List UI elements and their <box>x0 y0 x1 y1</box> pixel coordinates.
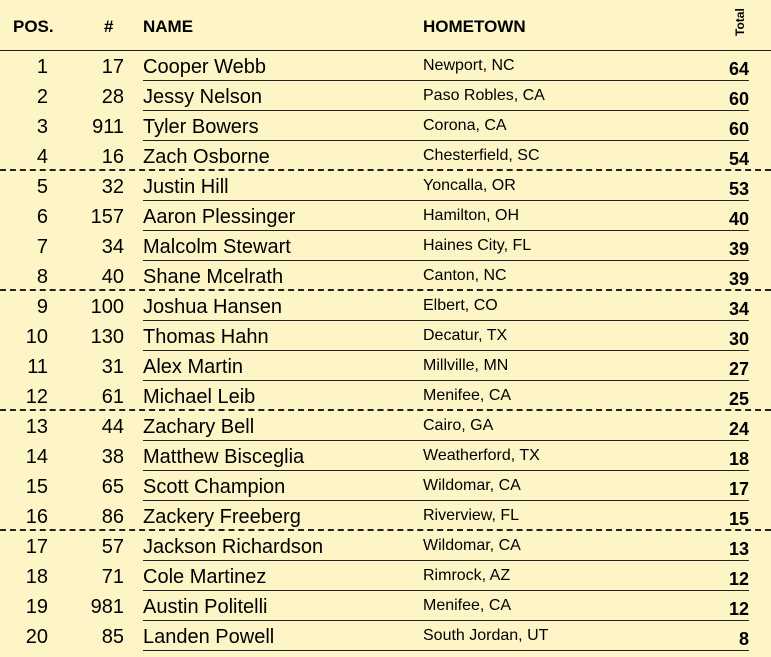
row-hometown: Millville, MN <box>423 357 509 374</box>
table-row <box>0 171 771 201</box>
row-number: 40 <box>101 266 124 288</box>
table-row <box>0 381 771 411</box>
row-total: 12 <box>728 599 749 619</box>
row-hometown: Wildomar, CA <box>423 537 521 554</box>
row-total: 12 <box>728 569 749 589</box>
row-hometown: Menifee, CA <box>423 597 512 614</box>
header-name: NAME <box>143 17 194 36</box>
row-name: Cooper Webb <box>143 56 267 78</box>
header-number: # <box>104 17 114 36</box>
table-header <box>0 0 771 51</box>
row-number: 71 <box>101 566 124 588</box>
row-position: 7 <box>36 236 48 258</box>
row-number: 61 <box>101 386 124 408</box>
row-number: 44 <box>101 416 124 438</box>
row-total: 34 <box>728 299 749 319</box>
row-hometown: Cairo, GA <box>423 417 494 434</box>
row-position: 5 <box>36 176 48 198</box>
row-total: 39 <box>728 269 749 289</box>
row-position: 6 <box>36 206 48 228</box>
row-name: Landen Powell <box>143 626 275 648</box>
row-position: 8 <box>36 266 48 288</box>
row-name: Matthew Bisceglia <box>143 446 305 468</box>
row-number: 65 <box>101 476 124 498</box>
header-total: Total <box>733 8 747 36</box>
row-total: 24 <box>728 419 749 439</box>
row-hometown: Yoncalla, OR <box>423 177 516 194</box>
row-name: Scott Champion <box>143 476 286 498</box>
row-number: 38 <box>101 446 124 468</box>
row-name: Justin Hill <box>143 176 229 198</box>
row-hometown: Wildomar, CA <box>423 477 521 494</box>
table-row <box>0 591 771 621</box>
row-position: 15 <box>25 476 48 498</box>
table-row <box>0 531 771 561</box>
row-position: 19 <box>25 596 48 618</box>
row-number: 34 <box>101 236 124 258</box>
row-hometown: Rimrock, AZ <box>423 567 511 584</box>
row-number: 130 <box>90 326 124 348</box>
row-name: Aaron Plessinger <box>143 206 296 228</box>
row-position: 2 <box>36 86 48 108</box>
row-position: 9 <box>36 296 48 318</box>
header-hometown: HOMETOWN <box>423 17 526 36</box>
header-pos: POS. <box>13 17 54 36</box>
row-total: 25 <box>728 389 749 409</box>
row-divider <box>143 650 749 651</box>
row-number: 100 <box>90 296 124 318</box>
row-total: 13 <box>728 539 749 559</box>
row-name: Jessy Nelson <box>143 86 262 108</box>
row-hometown: Riverview, FL <box>423 507 520 524</box>
row-position: 14 <box>25 446 48 468</box>
row-position: 4 <box>36 146 48 168</box>
row-number: 17 <box>101 56 124 78</box>
row-total: 53 <box>728 179 749 199</box>
row-name: Tyler Bowers <box>143 116 259 138</box>
row-hometown: Weatherford, TX <box>423 447 540 464</box>
row-number: 28 <box>101 86 124 108</box>
table-row <box>0 471 771 501</box>
row-hometown: South Jordan, UT <box>423 627 549 644</box>
row-name: Zackery Freeberg <box>143 506 301 528</box>
row-hometown: Menifee, CA <box>423 387 512 404</box>
row-position: 1 <box>36 56 48 78</box>
row-hometown: Paso Robles, CA <box>423 87 545 104</box>
row-position: 10 <box>25 326 48 348</box>
row-name: Malcolm Stewart <box>143 236 291 258</box>
row-hometown: Elbert, CO <box>423 297 498 314</box>
table-row <box>0 501 771 531</box>
row-name: Thomas Hahn <box>143 326 269 348</box>
row-number: 31 <box>101 356 124 378</box>
row-position: 3 <box>36 116 48 138</box>
table-row <box>0 621 771 651</box>
row-position: 12 <box>25 386 48 408</box>
row-name: Zachary Bell <box>143 416 255 438</box>
row-name: Austin Politelli <box>143 596 268 618</box>
table-row <box>0 411 771 441</box>
row-number: 157 <box>90 206 124 228</box>
row-hometown: Hamilton, OH <box>423 207 520 224</box>
row-name: Cole Martinez <box>143 566 267 588</box>
results-table <box>0 51 771 651</box>
row-total: 39 <box>728 239 749 259</box>
table-row <box>0 351 771 381</box>
row-total: 40 <box>728 209 749 229</box>
table-row <box>0 201 771 231</box>
row-hometown: Haines City, FL <box>423 237 532 254</box>
table-row <box>0 291 771 321</box>
row-hometown: Decatur, TX <box>423 327 508 344</box>
table-row <box>0 141 771 171</box>
row-position: 11 <box>27 356 48 378</box>
row-number: 85 <box>101 626 124 648</box>
row-number: 911 <box>92 116 124 138</box>
row-hometown: Chesterfield, SC <box>423 147 540 164</box>
row-name: Michael Leib <box>143 386 256 408</box>
row-position: 16 <box>25 506 48 528</box>
row-hometown: Newport, NC <box>423 57 515 74</box>
row-total: 18 <box>728 449 749 469</box>
row-total: 64 <box>728 59 749 79</box>
row-number: 57 <box>101 536 124 558</box>
row-total: 17 <box>728 479 749 499</box>
row-number: 981 <box>90 596 124 618</box>
row-total: 54 <box>728 149 749 169</box>
row-total: 30 <box>728 329 749 349</box>
row-total: 60 <box>728 89 749 109</box>
row-total: 8 <box>738 629 749 649</box>
table-row <box>0 231 771 261</box>
row-hometown: Canton, NC <box>423 267 507 284</box>
table-row <box>0 261 771 291</box>
table-row <box>0 321 771 351</box>
table-row <box>0 441 771 471</box>
row-total: 27 <box>728 359 749 379</box>
row-position: 13 <box>25 416 48 438</box>
row-name: Jackson Richardson <box>143 536 324 558</box>
row-hometown: Corona, CA <box>423 117 507 134</box>
row-number: 32 <box>101 176 124 198</box>
row-name: Zach Osborne <box>143 146 270 168</box>
row-name: Joshua Hansen <box>143 296 282 318</box>
row-position: 18 <box>25 566 48 588</box>
table-row <box>0 81 771 111</box>
table-row <box>0 51 771 81</box>
table-row <box>0 561 771 591</box>
row-number: 86 <box>101 506 124 528</box>
row-total: 15 <box>728 509 749 529</box>
row-name: Alex Martin <box>143 356 244 378</box>
table-row <box>0 111 771 141</box>
row-position: 20 <box>25 626 48 648</box>
row-number: 16 <box>101 146 124 168</box>
row-total: 60 <box>728 119 749 139</box>
row-name: Shane Mcelrath <box>143 266 284 288</box>
row-position: 17 <box>25 536 48 558</box>
